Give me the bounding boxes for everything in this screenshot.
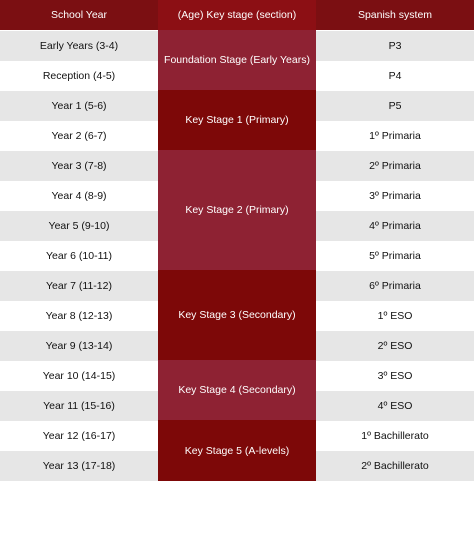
spanish-system-cell: 4º ESO <box>316 391 474 421</box>
school-year-cell: Year 5 (9-10) <box>0 211 158 241</box>
spanish-system-cell: 6º Primaria <box>316 271 474 301</box>
school-year-cell: Year 6 (10-11) <box>0 241 158 271</box>
spanish-system-cell: 2º Bachillerato <box>316 451 474 481</box>
spanish-system-cell: P5 <box>316 91 474 121</box>
school-year-cell: Year 8 (12-13) <box>0 301 158 331</box>
spanish-system-cell: P3 <box>316 31 474 61</box>
stage-key-stage-4: Key Stage 4 (Secondary) <box>158 360 316 420</box>
header-key-stage: (Age) Key stage (section) <box>158 0 316 30</box>
stage-key-stage-5: Key Stage 5 (A-levels) <box>158 420 316 481</box>
school-year-cell: Reception (4-5) <box>0 61 158 91</box>
stage-key-stage-2: Key Stage 2 (Primary) <box>158 150 316 270</box>
header-spanish-system: Spanish system <box>316 0 474 30</box>
stage-key-stage-1: Key Stage 1 (Primary) <box>158 90 316 150</box>
stage-key-stage-3: Key Stage 3 (Secondary) <box>158 270 316 360</box>
spanish-system-cell: P4 <box>316 61 474 91</box>
school-year-cell: Year 7 (11-12) <box>0 271 158 301</box>
school-year-cell: Year 10 (14-15) <box>0 361 158 391</box>
header-school-year: School Year <box>0 0 158 30</box>
school-year-cell: Early Years (3-4) <box>0 31 158 61</box>
spanish-system-cell: 2º ESO <box>316 331 474 361</box>
stage-foundation: Foundation Stage (Early Years) <box>158 30 316 90</box>
spanish-system-cell: 1º Primaria <box>316 121 474 151</box>
spanish-system-cell: 5º Primaria <box>316 241 474 271</box>
school-year-cell: Year 11 (15-16) <box>0 391 158 421</box>
spanish-system-cell: 3º Primaria <box>316 181 474 211</box>
school-year-cell: Year 3 (7-8) <box>0 151 158 181</box>
school-year-cell: Year 9 (13-14) <box>0 331 158 361</box>
school-year-cell: Year 13 (17-18) <box>0 451 158 481</box>
school-year-cell: Year 4 (8-9) <box>0 181 158 211</box>
spanish-system-cell: 4º Primaria <box>316 211 474 241</box>
spanish-system-cell: 2º Primaria <box>316 151 474 181</box>
school-year-cell: Year 2 (6-7) <box>0 121 158 151</box>
school-year-cell: Year 12 (16-17) <box>0 421 158 451</box>
spanish-system-cell: 1º ESO <box>316 301 474 331</box>
school-year-cell: Year 1 (5-6) <box>0 91 158 121</box>
spanish-system-cell: 1º Bachillerato <box>316 421 474 451</box>
spanish-system-cell: 3º ESO <box>316 361 474 391</box>
